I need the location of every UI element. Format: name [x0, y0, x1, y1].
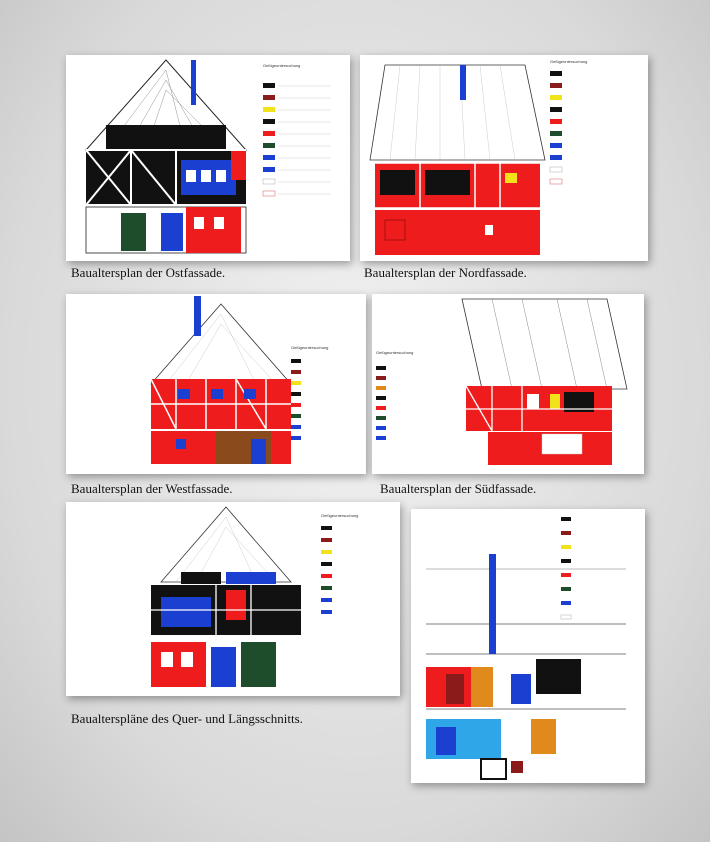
- caption-schnitte: Baualterspläne des Quer- und Längsschnitts.: [71, 711, 303, 726]
- querschnitt-drawing: [66, 502, 400, 696]
- caption-ostfassade: Baualtersplan der Ostfassade.: [71, 265, 226, 280]
- svg-text:Gefügeuntersuchung: Gefügeuntersuchung: [321, 513, 359, 518]
- caption-westfassade: Baualtersplan der Westfassade.: [71, 481, 233, 496]
- westfassade-drawing: [66, 294, 366, 474]
- plan-westfassade: [66, 294, 366, 474]
- nordfassade-drawing: [360, 55, 648, 261]
- svg-text:Gefügeuntersuchung: Gefügeuntersuchung: [376, 350, 414, 355]
- caption-nordfassade: Baualtersplan der Nordfassade.: [364, 265, 527, 280]
- svg-text:Gefügeuntersuchung: Gefügeuntersuchung: [291, 345, 329, 350]
- plan-ostfassade: [66, 55, 350, 261]
- caption-suedfassade: Baualtersplan der Südfassade.: [380, 481, 537, 496]
- svg-text:Gefügeuntersuchung: Gefügeuntersuchung: [263, 63, 301, 68]
- plan-suedfassade: [372, 294, 644, 474]
- plan-laengsschnitt: [411, 509, 645, 783]
- plan-querschnitt: [66, 502, 400, 696]
- suedfassade-drawing: [372, 294, 644, 474]
- plan-nordfassade: [360, 55, 648, 261]
- ostfassade-drawing: [66, 55, 350, 261]
- laengsschnitt-drawing: [411, 509, 645, 783]
- svg-text:Gefügeuntersuchung: Gefügeuntersuchung: [550, 59, 588, 64]
